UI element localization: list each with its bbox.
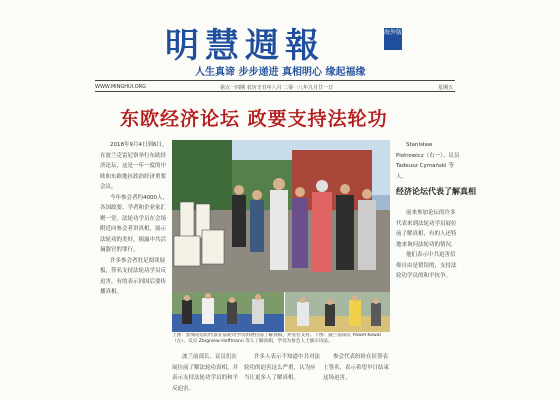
article-column-bottom-3 <box>323 352 393 400</box>
article-column-bottom-2 <box>244 352 320 400</box>
article-column-left <box>100 140 168 400</box>
article-paragraph: 许多参会者驻足阅读展板，签名支持法轮功学员反迫害，有的表示回国后要传播真相。 <box>100 257 167 295</box>
article-paragraph: 2018年9月4日到6日，在波兰克雷尼察举行东欧经济论坛，这是一年一度的中欧和东欧地区政治经济重要会议。 <box>100 142 168 190</box>
masthead-slogan: 人生真谛 步步递进 真相明心 缘起福缘 <box>195 67 366 78</box>
article-subhead: 经济论坛代表了解真相 <box>396 187 476 196</box>
main-photo <box>172 140 390 292</box>
masthead <box>0 0 560 80</box>
edition-badge: 海外版 <box>384 28 402 50</box>
article-paragraph: 他们表示中共迫害信仰自由是错误的，支持法轮功学员的和平抗争。 <box>396 252 457 279</box>
article-paragraph: 今年参会者约4000人，各国政要、学者和企业家汇聚一堂。法轮功学员在会场附近向参会者讲真相，展示法轮功的美好，揭露中共活摘器官的罪行。 <box>100 194 168 253</box>
article-paragraph: Stanisław Piotrowicz（右一）、议员 Tadeusz Cymański 等人。 <box>396 142 460 180</box>
bottom-photo-right <box>285 292 390 332</box>
dateline <box>95 80 455 92</box>
article-headline: 东欧经济论坛 政要支持法轮功 <box>120 108 388 130</box>
article-column-bottom-1 <box>172 352 240 400</box>
bottom-photo-left <box>172 292 284 332</box>
dateline-weekday: 星期五 <box>437 85 453 91</box>
masthead-title: 明慧週報 <box>165 26 325 66</box>
dateline-issue: 第五一四期 农历辛丑年八月 二零一八年九月廿一日 <box>220 85 334 91</box>
article-paragraph: 波兰前部长、议员们在展位前了解法轮功真相，并表示支持法轮功学员的和平反迫害。 <box>172 354 239 392</box>
article-paragraph: 许多人表示不知道中共对法轮功的迫害这么严重，认为应当让更多人了解真相。 <box>244 354 320 381</box>
article-paragraph: 参会代表纷纷在征签表上签名，表示希望早日结束这场迫害。 <box>323 354 390 381</box>
article-paragraph: 前来参加论坛的许多代表来到法轮功学员展位前了解真相，有的人还特地来询问法轮功的情况。 <box>396 210 457 248</box>
dateline-url: WWW.MINGHUI.ORG <box>95 84 147 90</box>
article-column-right <box>396 140 460 400</box>
photo-caption: 上图：参加论坛的代表在法轮功学员的展位前了解真相，并签名支持。下图：波兰前部长 Paweł Kowal（左）、议员 Zbigniew Hoffmann 等人了解真相，学员为参会人士演示功法。 <box>172 333 381 344</box>
